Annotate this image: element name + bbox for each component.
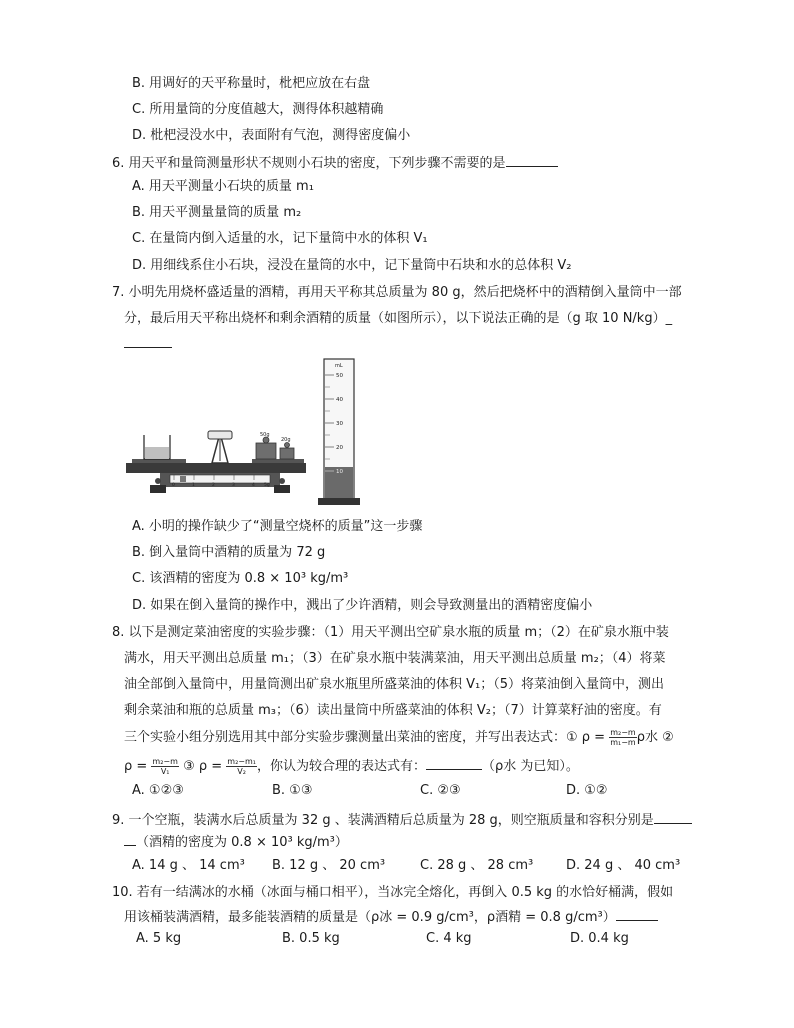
q9-option-b: B. 12 g 、 20 cm³ <box>272 858 386 873</box>
q5-option-c: C. 所用量筒的分度值越大，测得体积越精确 <box>132 102 384 117</box>
q6-stem <box>112 153 558 173</box>
cylinder-tick-label: 10 <box>336 469 343 475</box>
fraction-3-denominator: V₂ <box>237 767 246 776</box>
q5-option-b: B. 用调好的天平称量时，枇杷应放在右盘 <box>132 76 371 91</box>
fraction-2-denominator: V₁ <box>160 767 170 776</box>
answer-blank <box>616 907 658 921</box>
weight-50g-label: 50g <box>260 432 270 438</box>
q10-option-c: C. 4 kg <box>426 931 472 946</box>
q8-line6 <box>124 756 579 776</box>
q10-option-a: A. 5 kg <box>136 931 182 946</box>
scale-tick-label: 1 <box>192 483 195 488</box>
q7-option-b: B. 倒入量筒中酒精的质量为 72 g <box>132 545 326 560</box>
scale-tick-label: 3 <box>232 483 235 488</box>
leveling-screw-left <box>155 478 161 484</box>
scale-tick-label: 5g <box>264 483 270 488</box>
q8-line2: 满水，用天平测出总质量 m₁；（3）在矿泉水瓶中装满菜油，用天平测出总质量 m₂；（4）将菜 <box>124 651 666 666</box>
fraction-1-denominator: m₁−m <box>610 738 636 747</box>
q7-option-d: D. 如果在倒入量筒的操作中，溅出了少许酒精，则会导致测量出的酒精密度偏小 <box>132 598 593 613</box>
q8-option-b: B. ①③ <box>272 783 313 798</box>
answer-blank <box>124 334 172 348</box>
left-pan <box>132 459 186 463</box>
answer-blank <box>426 756 482 770</box>
q7-answer-blank <box>124 334 172 354</box>
q6-stem-text: 6. 用天平和量筒测量形状不规则小石块的密度，下列步骤不需要的是 <box>112 156 506 171</box>
q6-option-c: C. 在量筒内倒入适量的水，记下量筒中水的体积 V₁ <box>132 231 428 246</box>
rider <box>180 476 186 482</box>
q9-line2 <box>124 832 348 852</box>
right-pan <box>252 459 304 463</box>
q8-line3: 油全部倒入量筒中，用量筒测出矿泉水瓶里所盛菜油的体积 V₁；（5）将菜油倒入量筒中，测出 <box>124 677 665 692</box>
fraction-2-numerator: m₂−m <box>152 757 178 766</box>
cylinder-tick-label: 40 <box>336 397 343 403</box>
q7-stem-line2: 分，最后用天平称出烧杯和剩余酒精的质量（如图所示），以下说法正确的是（g 取 10 N/kg）_ <box>124 311 673 326</box>
q10-option-b: B. 0.5 kg <box>282 931 340 946</box>
answer-blank <box>654 810 692 824</box>
q9-line1 <box>112 810 692 830</box>
weight-20g-label: 20g <box>281 437 291 443</box>
weight-20g <box>280 448 294 459</box>
q10-line2 <box>124 907 658 927</box>
fraction-1-numerator: m₂−m <box>610 728 636 737</box>
q8-line6-mid: ③ ρ = <box>183 759 223 774</box>
scale-tick-label: 4 <box>252 483 255 488</box>
cylinder-unit-label: mL <box>335 363 343 369</box>
q6-option-d: D. 用细线系住小石块，浸没在量筒的水中，记下量筒中石块和水的总体积 V₂ <box>132 258 572 273</box>
fraction-2 <box>151 757 179 776</box>
q10-line1: 10. 若有一结满冰的水桶（冰面与桶口相平），当冰完全熔化，再倒入 0.5 kg 的水恰好桶满，假如 <box>112 885 674 900</box>
q5-option-d: D. 枇杷浸没水中，表面附有气泡，测得密度偏小 <box>132 128 411 143</box>
q9-option-a: A. 14 g 、 14 cm³ <box>132 858 245 873</box>
q8-line6-end: （ρ水 为已知）。 <box>482 759 579 774</box>
balance-base <box>126 463 306 473</box>
q10-option-d: D. 0.4 kg <box>570 931 629 946</box>
fraction-1 <box>609 728 637 747</box>
q9-line1-text: 9. 一个空瓶，装满水后总质量为 32 g 、装满酒精后总质量为 28 g，则空瓶质量和容积分别是 <box>112 813 654 828</box>
q8-line6-question: ，你认为较合理的表达式有： <box>256 759 426 774</box>
q8-line5 <box>124 728 674 747</box>
cylinder-base <box>318 498 360 505</box>
weight-20g-knob <box>285 443 290 448</box>
pointer-dial <box>208 431 232 439</box>
q7-option-c: C. 该酒精的密度为 0.8 × 10³ kg/m³ <box>132 571 349 586</box>
answer-blank <box>124 832 136 846</box>
answer-blank <box>506 153 558 167</box>
fraction-3-numerator: m₂−m₁ <box>227 757 256 766</box>
balance-and-cylinder-figure <box>124 355 364 515</box>
scale-tick-label: 2 <box>212 483 215 488</box>
weight-50g <box>256 443 276 459</box>
leveling-screw-right <box>279 478 285 484</box>
q8-line1: 8. 以下是测定菜油密度的实验步骤：（1）用天平测出空矿泉水瓶的质量 m；（2）在矿泉水瓶中装 <box>112 625 669 640</box>
q8-line6-rho: ρ = <box>124 759 148 774</box>
q7-stem-line1: 7. 小明先用烧杯盛适量的酒精，再用天平称其总质量为 80 g，然后把烧杯中的酒精倒入量筒中一部 <box>112 285 682 300</box>
q9-option-c: C. 28 g 、 28 cm³ <box>420 858 534 873</box>
cylinder-tick-label: 50 <box>336 373 343 379</box>
balance-foot-right <box>274 485 290 493</box>
fraction-3 <box>226 757 257 776</box>
cylinder-tick-label: 30 <box>336 421 343 427</box>
q6-option-a: A. 用天平测量小石块的质量 m₁ <box>132 179 314 194</box>
q8-option-c: C. ②③ <box>420 783 461 798</box>
q10-line2-text: 用该桶装满酒精，最多能装酒精的质量是（ρ冰 = 0.9 g/cm³，ρ酒精 = 0.8 g/cm³） <box>124 910 616 925</box>
q8-line4: 剩余菜油和瓶的总质量 m₃；（6）读出量筒中所盛菜油的体积 V₂；（7）计算菜籽油的密度。有 <box>124 703 662 718</box>
q6-option-b: B. 用天平测量量筒的质量 m₂ <box>132 205 302 220</box>
q8-line5-text: 三个实验小组分别选用其中部分实验步骤测量出菜油的密度，并写出表达式：① ρ = <box>124 730 606 745</box>
q8-line5-tail: ρ水 ② <box>636 730 674 745</box>
q7-option-a: A. 小明的操作缺少了“测量空烧杯的质量”这一步骤 <box>132 519 423 534</box>
balance-foot-left <box>150 485 166 493</box>
scale-tick-label: 0 <box>172 483 175 488</box>
q9-option-d: D. 24 g 、 40 cm³ <box>566 858 681 873</box>
q9-line2-text: （酒精的密度为 0.8 × 10³ kg/m³） <box>136 835 348 850</box>
q8-option-a: A. ①②③ <box>132 783 184 798</box>
q8-option-d: D. ①② <box>566 783 608 798</box>
cylinder-tick-label: 20 <box>336 445 343 451</box>
beaker-liquid <box>145 447 169 459</box>
